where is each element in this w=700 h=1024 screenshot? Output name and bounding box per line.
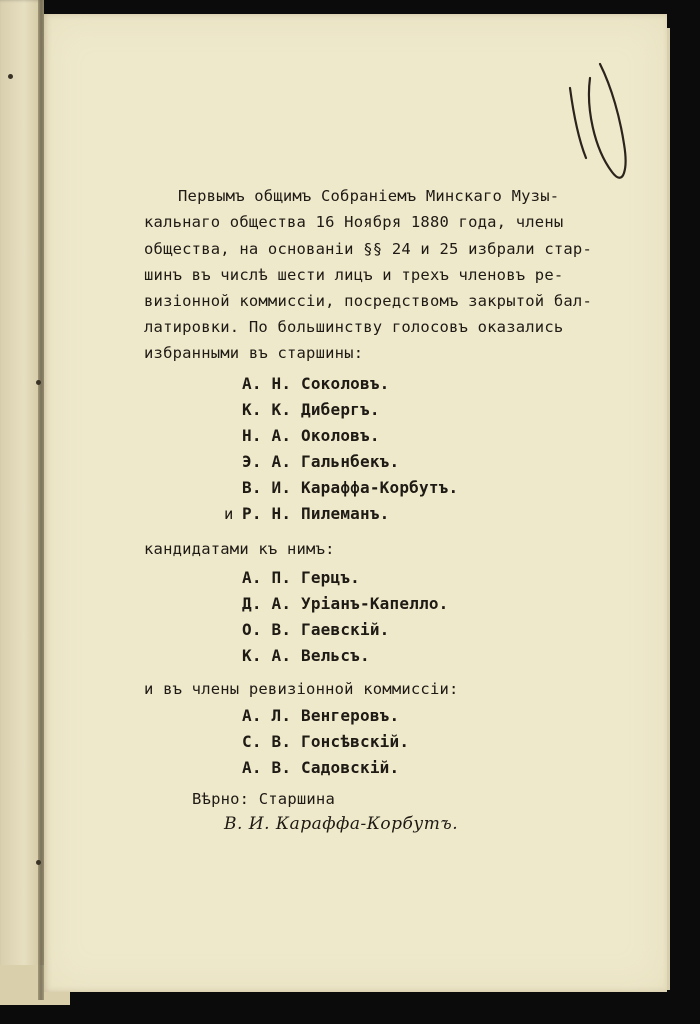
attestation-label: Вѣрно: Старшина	[192, 790, 335, 808]
attestation-signature: В. И. Караффа-Корбутъ.	[224, 814, 459, 834]
paragraph-line: общества, на основаніи §§ 24 и 25 избрали стар-	[144, 240, 592, 258]
candidate-name: А. П. Герцъ.	[242, 568, 360, 587]
revision-member-name: С. В. Гонсѣвскій.	[242, 732, 410, 751]
revision-member-name: А. В. Садовскій.	[242, 758, 400, 777]
paragraph-line: визіонной коммиссіи, посредствомъ закрытой бал-	[144, 292, 592, 310]
elder-name: Э. А. Гальнбекъ.	[242, 452, 400, 471]
elder-name: А. Н. Соколовъ.	[242, 374, 390, 393]
pencil-folio-mark	[560, 48, 640, 198]
elder-name: Р. Н. Пилеманъ.	[242, 504, 390, 523]
binding-mark	[36, 860, 41, 865]
paragraph-line: избранными въ старшины:	[144, 344, 364, 362]
candidate-name: О. В. Гаевскій.	[242, 620, 390, 639]
folio-number: 10	[560, 48, 561, 49]
candidate-name: К. А. Вельсъ.	[242, 646, 370, 665]
candidate-name: Д. А. Уріанъ-Капелло.	[242, 594, 449, 613]
candidates-heading: кандидатами къ нимъ:	[144, 540, 335, 558]
paragraph-line: Первымъ общимъ Собраніемъ Минскаго Музы-	[178, 187, 560, 205]
elder-name: В. И. Караффа-Корбутъ.	[242, 478, 459, 497]
elder-last-prefix: и	[224, 505, 234, 523]
document-page	[44, 14, 667, 992]
elder-name: Н. А. Околовъ.	[242, 426, 380, 445]
revision-member-name: А. Л. Венгеровъ.	[242, 706, 400, 725]
binding-mark	[8, 74, 13, 79]
paragraph-line: латировки. По большинству голосовъ оказались	[144, 318, 564, 336]
paragraph-line: кальнаго общества 16 Ноября 1880 года, члены	[144, 213, 564, 231]
elder-name: К. К. Дибергъ.	[242, 400, 380, 419]
revision-heading: и въ члены ревизіонной коммиссіи:	[144, 680, 459, 698]
paragraph-line: шинъ въ числѣ шести лицъ и трехъ членовъ ре-	[144, 266, 564, 284]
binding-mark	[36, 380, 41, 385]
